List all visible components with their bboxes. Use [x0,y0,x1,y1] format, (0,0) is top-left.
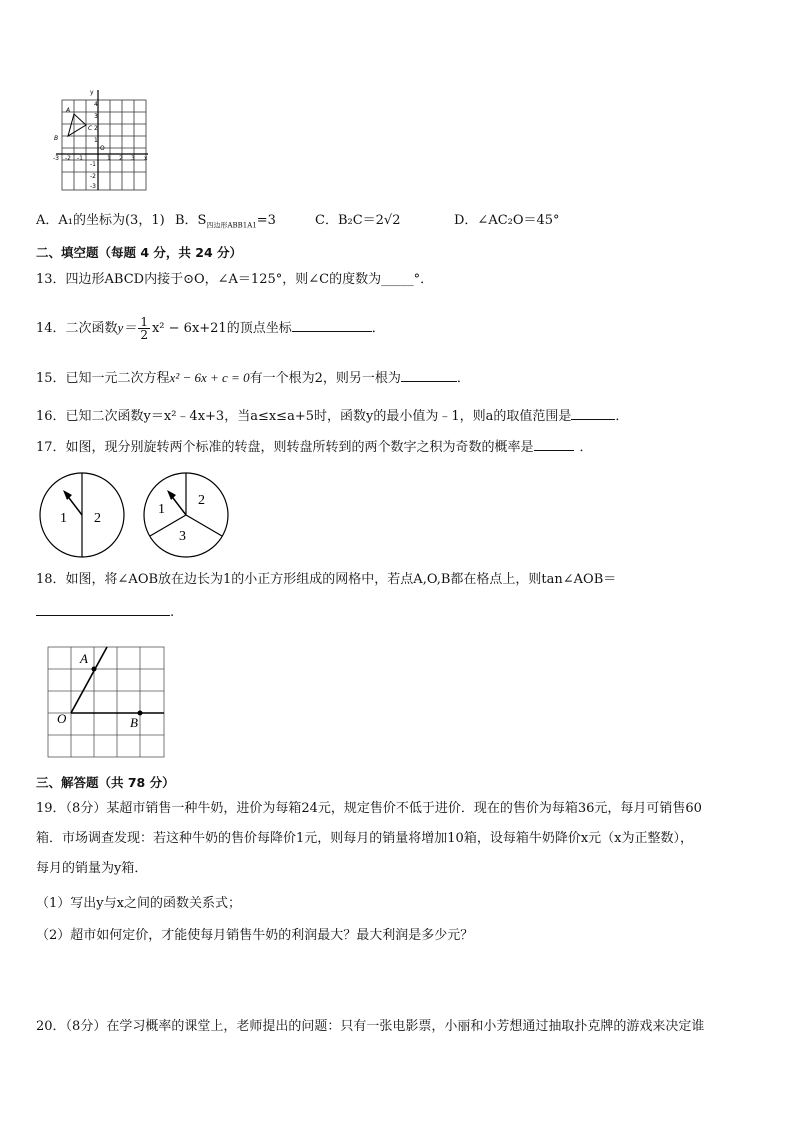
q15-prefix: 15．已知一元二次方程 [36,371,170,386]
right-spinner-label-3: 3 [179,529,186,544]
q18-end: . [170,605,175,620]
q18-answer-line [36,603,174,622]
label-o: O [57,711,67,726]
q12-point-label: A [66,107,71,114]
q12-axis-y-label: y [90,89,94,96]
q12-option-b-prefix: B．S [175,213,207,228]
q12-axis-x-label: x [144,155,148,162]
q17-answer-blank[interactable] [534,438,574,451]
q12-option-b-suffix: =3 [256,213,276,228]
q12-x-tick: -3 [53,155,59,162]
q12-y-tick: -3 [90,183,96,190]
q15-equation: x² − 6x + c = 0 [169,370,250,385]
ray-oa [71,647,107,713]
question-19-line-1: 19．（8分）某超市销售一种牛奶，进价为每箱24元，规定售价不低于进价．现在的售价为每箱36元，每月可销售60 [36,801,702,816]
q12-origin-label: O [100,145,105,152]
q12-y-tick: 4 [94,101,98,108]
q12-y-tick: -1 [90,161,96,168]
question-19-line-2: 箱．市场调查发现：若这种牛奶的售价每降价1元，则每月的销量将增加10箱，设每箱牛奶降价x元（x为正整数）， [36,831,693,846]
question-19-sub-2: （2）超市如何定价，才能使每月销售牛奶的利润最大？最大利润是多少元？ [36,928,474,943]
q15-end: ． [456,371,470,386]
q18-grid-figure [44,645,168,759]
point-b [138,711,143,716]
q12-point-label: C [88,125,93,132]
spinner-figures [36,470,236,560]
q12-option-c: C．B₂C＝2√2 [315,213,401,228]
question-19-sub-1: （1）写出y与x之间的函数关系式； [36,896,241,911]
section-2-heading: 二、填空题（每题 4 分，共 24 分） [36,245,243,260]
q12-x-tick: 3 [131,155,135,162]
section-3-heading: 三、解答题（共 78 分） [36,775,175,790]
q15-answer-blank[interactable] [401,369,457,382]
right-spinner-label-2: 2 [198,493,205,508]
q17-end: ． [579,440,593,455]
q12-option-b [175,212,276,235]
q14-prefix: 14．二次函数 [36,321,118,336]
q14-y: y＝ [117,320,137,335]
q12-y-tick: 1 [94,137,98,144]
q14-fraction [138,316,150,341]
q14-numerator: 1 [140,315,148,329]
q12-x-tick: 2 [119,155,123,162]
q14-denominator: 2 [140,328,148,342]
question-17 [36,438,593,457]
question-13: 13．四边形ABCD内接于⊙O，∠A＝125°，则∠C的度数为_____°． [36,272,434,287]
q12-x-tick: -1 [77,155,83,162]
point-a [92,667,97,672]
left-spinner-label-1: 1 [60,511,67,526]
q12-y-tick: 2 [94,125,98,132]
q12-point-label: B [54,135,59,142]
q12-option-b-sub: 四边形ABB1A1 [206,221,257,230]
q16-end: ． [615,409,629,424]
question-16 [36,407,628,426]
q12-option-d: D．∠AC₂O＝45° [454,213,560,228]
right-spinner-label-1: 1 [158,502,165,517]
q14-answer-blank[interactable] [292,319,372,332]
question-14 [36,316,385,341]
q16-answer-blank[interactable] [571,407,615,420]
q12-y-tick: 3 [94,113,98,120]
label-b: B [130,715,138,730]
question-18: 18．如图，将∠AOB放在边长为1的小正方形组成的网格中，若点A,O,B都在格点上，则tan∠AOB＝ [36,572,617,587]
left-spinner-label-2: 2 [94,511,101,526]
question-15 [36,369,470,388]
q16-text: 16．已知二次函数y＝x²﹣4x+3，当a≤x≤a+5时，函数y的最小值为﹣1，则a的取值范围是 [36,409,572,424]
q12-x-tick: -2 [65,155,71,162]
q12-y-tick: -2 [90,173,96,180]
q12-coordinate-grid-figure [50,88,150,192]
q18-answer-blank[interactable] [36,603,170,616]
q12-x-tick: 1 [107,155,111,162]
q15-mid: 有一个根为2，则另一根为 [249,371,401,386]
label-a: A [80,651,88,666]
q14-end: ． [371,321,385,336]
q17-text: 17．如图，现分别旋转两个标准的转盘，则转盘所转到的两个数字之积为奇数的概率是 [36,440,534,455]
q12-option-a: A．A₁的坐标为(3，1) [36,213,165,228]
question-20-line-1: 20．（8分）在学习概率的课堂上，老师提出的问题：只有一张电影票，小丽和小芳想通过抽取扑克牌的游戏来决定谁 [36,1019,705,1034]
q14-rest: x² − 6x+21的顶点坐标 [151,321,292,336]
question-19-line-3: 每月的销量为y箱． [36,861,148,876]
